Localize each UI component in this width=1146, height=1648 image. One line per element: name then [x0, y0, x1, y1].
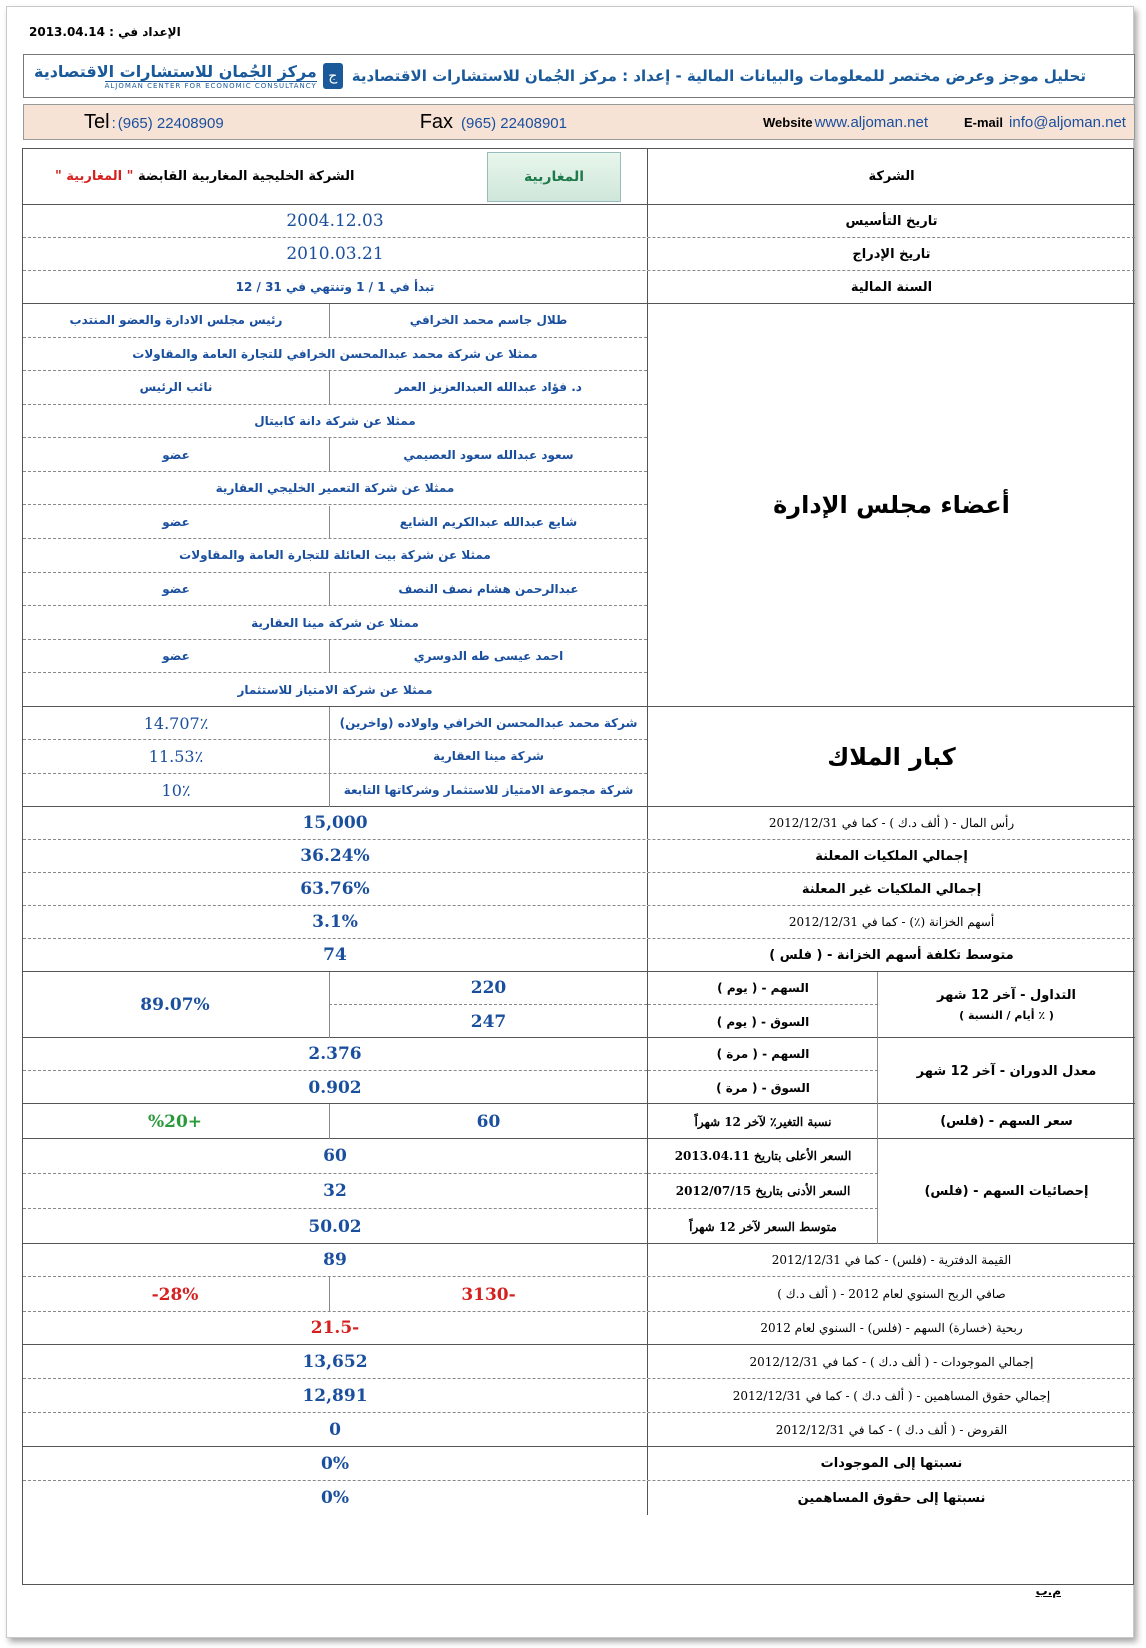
founded-label: تاريخ التأسيس	[647, 205, 1135, 237]
row-capital	[23, 807, 1135, 840]
loans-to-assets-label: نسبتها إلى الموجودات	[647, 1447, 1135, 1480]
board-member-rep-row	[23, 606, 647, 640]
row-listed	[23, 238, 1135, 271]
row-treasury-cost	[23, 939, 1135, 972]
board-member-role: نائب الرئيس	[139, 380, 213, 395]
turnover-stock-value: 2.376	[23, 1038, 647, 1071]
eps-value: 21.5-	[310, 1318, 360, 1338]
row-treasury	[23, 906, 1135, 939]
stats-low-label: السعر الأدنى بتاريخ 2012/07/15	[648, 1174, 878, 1209]
owner-pct: 10٪	[161, 780, 191, 800]
equity-value: 12,891	[302, 1385, 368, 1406]
prepared-date: 2013.04.14 : الإعداد في	[29, 25, 181, 39]
board-member-name: عبدالرحمن هشام نصف النصف	[329, 573, 647, 606]
founded-value: 2004.12.03	[286, 211, 384, 231]
fiscal-label: السنة المالية	[647, 271, 1135, 303]
row-owners	[23, 707, 1135, 807]
turnover-label: معدل الدوران - آخر 12 شهر	[877, 1038, 1135, 1104]
treasury-value: 3.1%	[312, 912, 358, 932]
stats-label: إحصائيات السهم - (فلس)	[877, 1139, 1135, 1244]
price-change-label: نسبة التغير٪ لآخر 12 شهراً	[694, 1114, 832, 1129]
price-label: سعر السهم - (فلس)	[877, 1104, 1135, 1139]
company-short-name: " المغاربية "	[55, 169, 134, 184]
row-board	[23, 304, 1135, 707]
net-profit-pct: -28%	[151, 1284, 199, 1305]
row-unlisted-holdings	[23, 873, 1135, 906]
trading-label-text: التداول - آخر 12 شهر	[937, 988, 1076, 1003]
price-value: 60	[329, 1104, 647, 1139]
price-labels	[647, 1104, 1135, 1138]
trading-market-label: السوق - ( يوم )	[716, 1014, 810, 1029]
board-member-role: رئيس مجلس الادارة والعضو المنتدب	[69, 313, 283, 328]
loans-to-equity-value: 0%	[321, 1488, 349, 1508]
equity-label: إجمالي حقوق المساهمين - ( ألف د.ك ) - كما في 2012/12/31	[647, 1379, 1135, 1412]
prepared-date-label: الإعداد في	[118, 25, 181, 39]
price-values	[23, 1104, 647, 1138]
company-logo	[487, 152, 621, 202]
board-member-name: طلال جاسم محمد الخرافي	[329, 304, 647, 337]
board-member-row	[23, 640, 647, 674]
report-title: تحليل موجز وعرض مختصر للمعلومات والبيانات المالية - إعداد : مركز الجُمان للاستشارات الاقتصادية	[351, 67, 1086, 85]
board-member-representative: ممثلا عن شركة دانة كابيتال	[254, 414, 416, 429]
board-member-name: شايع عبدالله عبدالكريم الشايع	[329, 506, 647, 539]
board-member-row	[23, 506, 647, 540]
row-book-value	[23, 1244, 1135, 1277]
trading-stock-value: 220	[329, 972, 647, 1005]
company-cell	[23, 149, 647, 204]
treasury-cost-value: 74	[323, 945, 347, 965]
board-member-name: سعود عبدالله سعود العصيمي	[329, 438, 647, 471]
loans-value: 0	[329, 1419, 341, 1440]
board-member-representative: ممثلا عن شركة الامتياز للاستثمار	[237, 683, 433, 698]
stats-avg-value: 50.02	[308, 1216, 362, 1237]
listed-value: 2010.03.21	[286, 244, 384, 264]
owner-name: شركة مجموعة الامتياز للاستثمار وشركاتها التابعة	[329, 774, 647, 807]
owner-pct: 11.53٪	[148, 746, 204, 766]
footer-link[interactable]: م.ب	[1035, 1584, 1061, 1598]
row-eps	[23, 1312, 1135, 1345]
treasury-label: أسهم الخزانة (٪) - كما في 2012/12/31	[647, 906, 1135, 938]
owner-pct: 14.707٪	[143, 713, 209, 733]
book-value-label: القيمة الدفترية - (فلس) - كما في 2012/12/31	[647, 1244, 1135, 1276]
row-company	[23, 149, 1135, 205]
book-value: 89	[323, 1250, 347, 1270]
board-member-rep-row	[23, 472, 647, 506]
email-link[interactable]: info@aljoman.net	[1009, 113, 1126, 131]
treasury-cost-label: متوسط تكلفة أسهم الخزانة - ( فلس )	[647, 939, 1135, 971]
turnover-labels	[647, 1038, 1135, 1103]
email[interactable]	[964, 114, 1126, 131]
capital-label: رأس المال - ( ألف د.ك ) - كما في 2012/12/31	[647, 807, 1135, 839]
fiscal-value: تبدأ في 1 / 1 وتنتهي في 31 / 12	[235, 280, 435, 294]
trading-ratio: 89.07%	[140, 995, 210, 1015]
report-page	[6, 6, 1134, 1638]
loans-label: القروض - ( ألف د.ك ) - كما في 2012/12/31	[647, 1413, 1135, 1446]
owner-name: شركة محمد عبدالمحسن الخرافي واولاده (واخرين)	[329, 707, 647, 739]
board-member-rep-row	[23, 338, 647, 372]
board-member-name: د. فؤاد عبدالله العبدالعزيز العمر	[329, 371, 647, 404]
row-listed-holdings	[23, 840, 1135, 873]
row-net-profit	[23, 1277, 1135, 1312]
trading-sub-label: ( أيام / النسبة ٪ )	[959, 1009, 1054, 1022]
row-loans	[23, 1413, 1135, 1447]
listed-holdings-label: إجمالي الملكيات المعلنة	[647, 840, 1135, 872]
net-profit-values	[23, 1277, 647, 1311]
board-member-representative: ممثلا عن شركة التعمير الخليجي العقارية	[215, 481, 455, 496]
trading-stock-label: السهم - ( يوم )	[648, 972, 878, 1005]
board-member-rep-row	[23, 673, 647, 707]
net-profit-value: 3130-	[329, 1277, 647, 1312]
report-header	[23, 54, 1135, 98]
loans-to-equity-label: نسبتها إلى حقوق المساهمين	[647, 1481, 1135, 1515]
board-member-row	[23, 438, 647, 472]
owners-list	[23, 707, 647, 806]
company-name-text: الشركة الخليجية المغاربية القابضة	[137, 169, 355, 184]
turnover-market-label: السوق - ( مرة )	[716, 1080, 810, 1095]
stats-values	[23, 1139, 647, 1243]
board-member-representative: ممثلا عن شركة بيت العائلة للتجارة العامة والمقاولات	[179, 548, 491, 563]
board-member-rep-row	[23, 539, 647, 573]
contact-bar	[23, 104, 1135, 140]
board-member-row	[23, 304, 647, 338]
tel: Tel : (965) 22408909	[84, 110, 224, 133]
tel-label: Tel	[84, 110, 110, 133]
trading-label	[877, 972, 1135, 1038]
listed-holdings-value: 36.24%	[300, 846, 370, 866]
prepared-date-value: 2013.04.14	[29, 25, 105, 39]
owner-row	[23, 774, 647, 807]
email-label: E-mail	[964, 114, 1004, 130]
turnover-stock-label: السهم - ( مرة )	[648, 1038, 878, 1071]
turnover-market-value: 0.902	[308, 1077, 362, 1098]
price-change: %20+	[147, 1111, 203, 1132]
listed-label: تاريخ الإدراج	[647, 238, 1135, 270]
board-member-representative: ممثلا عن شركة مينا العقارية	[251, 615, 419, 630]
board-member-name: احمد عيسى طه الدوسري	[329, 640, 647, 673]
turnover-values	[23, 1038, 647, 1103]
row-trading	[23, 972, 1135, 1038]
unlisted-holdings-value: 63.76%	[300, 879, 370, 899]
center-logo-ar: مركز الجُمان للاستشارات الاقتصادية	[34, 62, 317, 81]
owner-row	[23, 707, 647, 740]
capital-value: 15,000	[302, 813, 368, 833]
company-name	[55, 169, 355, 184]
owners-label: كبار الملاك	[647, 707, 1135, 806]
stats-avg-label: متوسط السعر لآخر 12 شهراً	[689, 1219, 837, 1234]
board-member-representative: ممثلا عن شركة محمد عبدالمحسن الخرافي للتجارة العامة والمقاولات	[132, 346, 538, 361]
row-assets	[23, 1345, 1135, 1379]
row-founded	[23, 205, 1135, 238]
fax-value: (965) 22408901	[461, 114, 567, 132]
center-logo-en: ALJOMAN CENTER FOR ECONOMIC CONSULTANCY	[104, 82, 317, 90]
stats-high-label: السعر الأعلى بتاريخ 2013.04.11	[648, 1139, 878, 1174]
trading-values	[23, 972, 647, 1037]
board-member-role: عضو	[162, 447, 190, 462]
website[interactable]	[763, 114, 928, 131]
stats-labels	[647, 1139, 1135, 1243]
stats-low-value: 32	[23, 1174, 647, 1209]
row-stats	[23, 1139, 1135, 1244]
board-member-role: عضو	[162, 581, 190, 596]
board-member-rep-row	[23, 405, 647, 439]
company-label: الشركة	[647, 149, 1135, 204]
board-members	[23, 304, 647, 706]
tel-value: (965) 22408909	[117, 114, 224, 132]
data-table	[22, 148, 1134, 1585]
center-logo	[34, 62, 343, 90]
eps-label: ربحية (خسارة) السهم - (فلس) - السنوي لعام 2012	[647, 1312, 1135, 1344]
company-logo-text: المغاربية	[523, 168, 585, 185]
fax-label: Fax	[419, 110, 454, 133]
trading-labels	[647, 972, 1135, 1037]
board-member-role: عضو	[162, 649, 190, 664]
emblem-icon: ج	[323, 63, 343, 89]
loans-to-assets-value: 0%	[321, 1453, 349, 1474]
board-member-row	[23, 371, 647, 405]
owner-name: شركة مينا العقارية	[329, 740, 647, 772]
trading-market-value: 247	[329, 1005, 647, 1038]
board-member-row	[23, 573, 647, 607]
row-turnover	[23, 1038, 1135, 1104]
row-equity	[23, 1379, 1135, 1413]
row-fiscal	[23, 271, 1135, 304]
board-label: أعضاء مجلس الإدارة	[647, 304, 1135, 706]
row-price	[23, 1104, 1135, 1139]
website-link[interactable]: www.aljoman.net	[814, 113, 928, 131]
website-label: Website	[763, 114, 813, 130]
fax	[420, 111, 567, 134]
unlisted-holdings-label: إجمالي الملكيات غير المعلنة	[647, 873, 1135, 905]
owner-row	[23, 740, 647, 773]
net-profit-label: صافي الربح السنوي لعام 2012 - ( ألف د.ك )	[647, 1277, 1135, 1311]
assets-value: 13,652	[302, 1351, 368, 1372]
row-loans-to-assets	[23, 1447, 1135, 1481]
board-member-role: عضو	[162, 514, 190, 529]
row-loans-to-equity	[23, 1481, 1135, 1515]
assets-label: إجمالي الموجودات - ( ألف د.ك ) - كما في 2012/12/31	[647, 1345, 1135, 1378]
stats-high-value: 60	[23, 1139, 647, 1174]
